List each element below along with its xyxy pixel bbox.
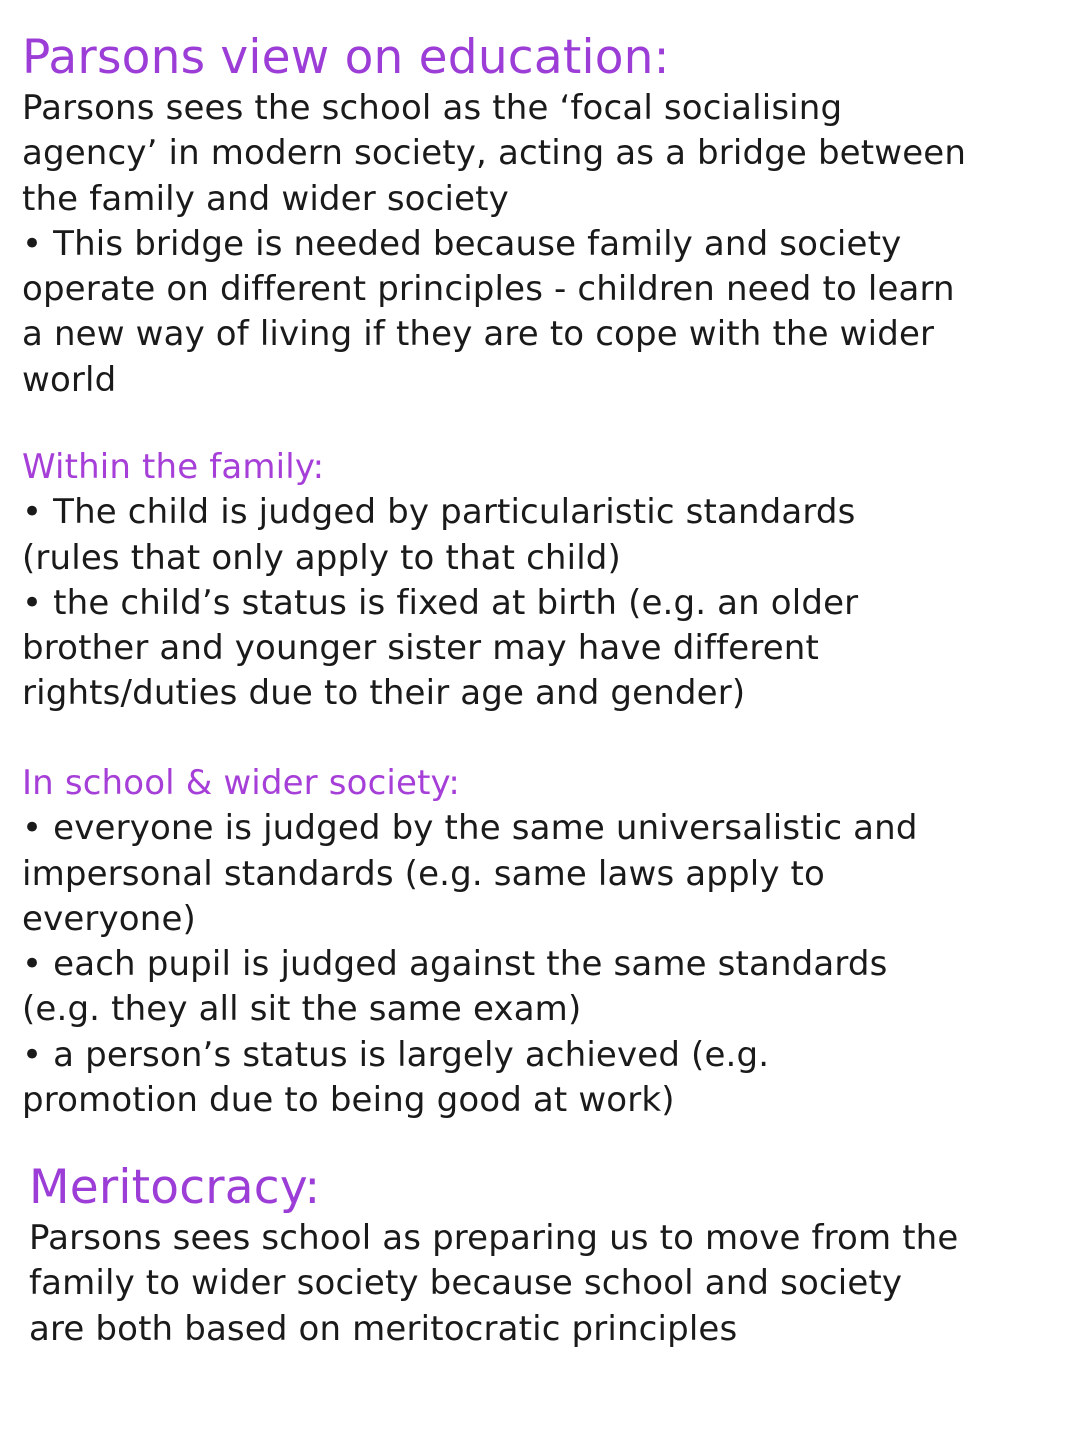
text-line: everyone) <box>22 898 196 939</box>
text-line: family to wider society because school and society <box>29 1263 903 1304</box>
bullet-line: • the child’s status is fixed at birth (e.g. an older <box>22 582 859 623</box>
heading-school-wider-society: In school & wider society: <box>22 763 460 803</box>
text-line: agency’ in modern society, acting as a bridge between <box>22 133 967 174</box>
text-line: Parsons sees school as preparing us to move from the <box>29 1218 959 1258</box>
heading-parsons-view: Parsons view on education: <box>22 30 670 85</box>
text-line: a new way of living if they are to cope with the wider <box>22 314 935 355</box>
text-line: world <box>22 359 117 400</box>
text-line: are both based on meritocratic principles <box>29 1308 738 1349</box>
text-line: operate on different principles - children need to learn <box>22 269 955 310</box>
bullet-line: • everyone is judged by the same universalistic and <box>22 808 918 849</box>
text-line: Parsons sees the school as the ‘focal socialising <box>22 88 843 128</box>
bullet-line: • a person’s status is largely achieved (e.g. <box>22 1034 770 1075</box>
section-parsons-view <box>22 30 1062 403</box>
text-line: (e.g. they all sit the same exam) <box>22 989 582 1030</box>
bullet-line: • This bridge is needed because family and society <box>22 223 902 264</box>
heading-meritocracy: Meritocracy: <box>29 1160 321 1215</box>
bullet-line: • The child is judged by particularistic standards <box>22 492 856 533</box>
heading-within-family: Within the family: <box>22 447 325 487</box>
text-line: impersonal standards (e.g. same laws apply to <box>22 853 825 894</box>
text-line: promotion due to being good at work) <box>22 1080 675 1121</box>
text-line: brother and younger sister may have different <box>22 628 819 669</box>
text-line: (rules that only apply to that child) <box>22 537 621 578</box>
section-meritocracy <box>29 1160 1069 1352</box>
bullet-line: • each pupil is judged against the same standards <box>22 944 888 985</box>
section-school-wider-society <box>22 761 1062 1123</box>
section-within-family <box>22 445 1062 717</box>
text-line: rights/duties due to their age and gender) <box>22 673 746 714</box>
text-line: the family and wider society <box>22 178 509 219</box>
